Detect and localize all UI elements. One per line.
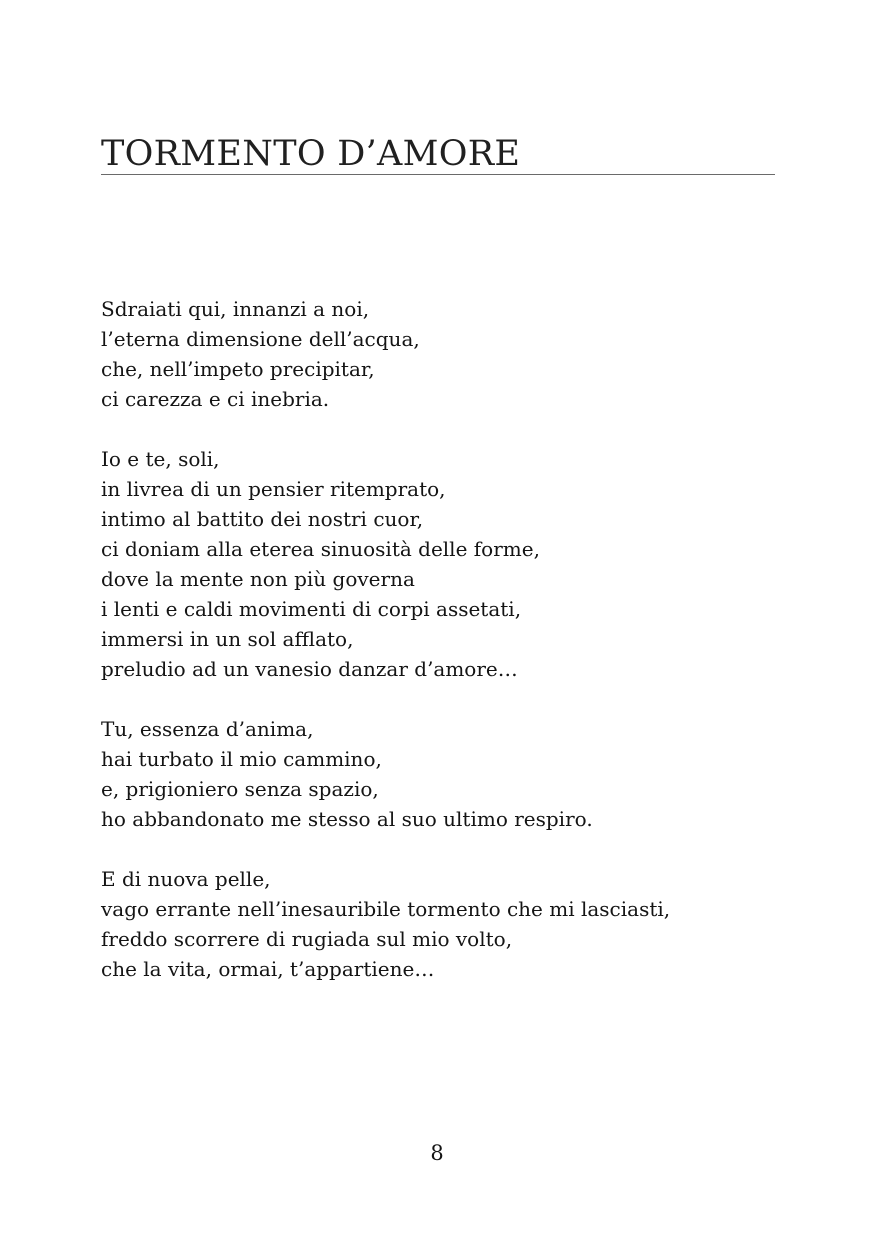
- poem-line: Sdraiati qui, innanzi a noi,: [101, 297, 370, 321]
- poem-line: Io e te, soli,: [101, 447, 220, 471]
- poem-line: che, nell’impeto precipitar,: [101, 357, 375, 381]
- poem-line: in livrea di un pensier ritemprato,: [101, 477, 446, 501]
- poem-line: ci carezza e ci inebria.: [101, 387, 330, 411]
- title-underline: [101, 174, 775, 175]
- poem-line: preludio ad un vanesio danzar d’amore…: [101, 657, 518, 681]
- poem-line: l’eterna dimensione dell’acqua,: [101, 327, 420, 351]
- poem-line: E di nuova pelle,: [101, 867, 271, 891]
- page-title: TORMENTO D’AMORE: [101, 134, 521, 174]
- poem-line: dove la mente non più governa: [101, 567, 415, 591]
- stanza-2: [101, 444, 775, 684]
- poem-line: che la vita, ormai, t’appartiene…: [101, 957, 435, 981]
- poem-line: i lenti e caldi movimenti di corpi assetati,: [101, 597, 522, 621]
- poem-line: Tu, essenza d’anima,: [101, 717, 314, 741]
- poem-body: [101, 294, 775, 1014]
- page-number: 8: [430, 1141, 444, 1165]
- poem-line: immersi in un sol afflato,: [101, 627, 354, 651]
- stanza-1: [101, 294, 775, 414]
- stanza-3: [101, 714, 775, 834]
- poem-line: freddo scorrere di rugiada sul mio volto,: [101, 927, 513, 951]
- poem-line: ho abbandonato me stesso al suo ultimo respiro.: [101, 807, 593, 831]
- poem-line: hai turbato il mio cammino,: [101, 747, 382, 771]
- poem-line: ci doniam alla eterea sinuosità delle forme,: [101, 537, 540, 561]
- poem-line: vago errante nell’inesauribile tormento che mi lasciasti,: [101, 897, 671, 921]
- stanza-4: [101, 864, 775, 984]
- poem-line: e, prigioniero senza spazio,: [101, 777, 379, 801]
- poem-line: intimo al battito dei nostri cuor,: [101, 507, 424, 531]
